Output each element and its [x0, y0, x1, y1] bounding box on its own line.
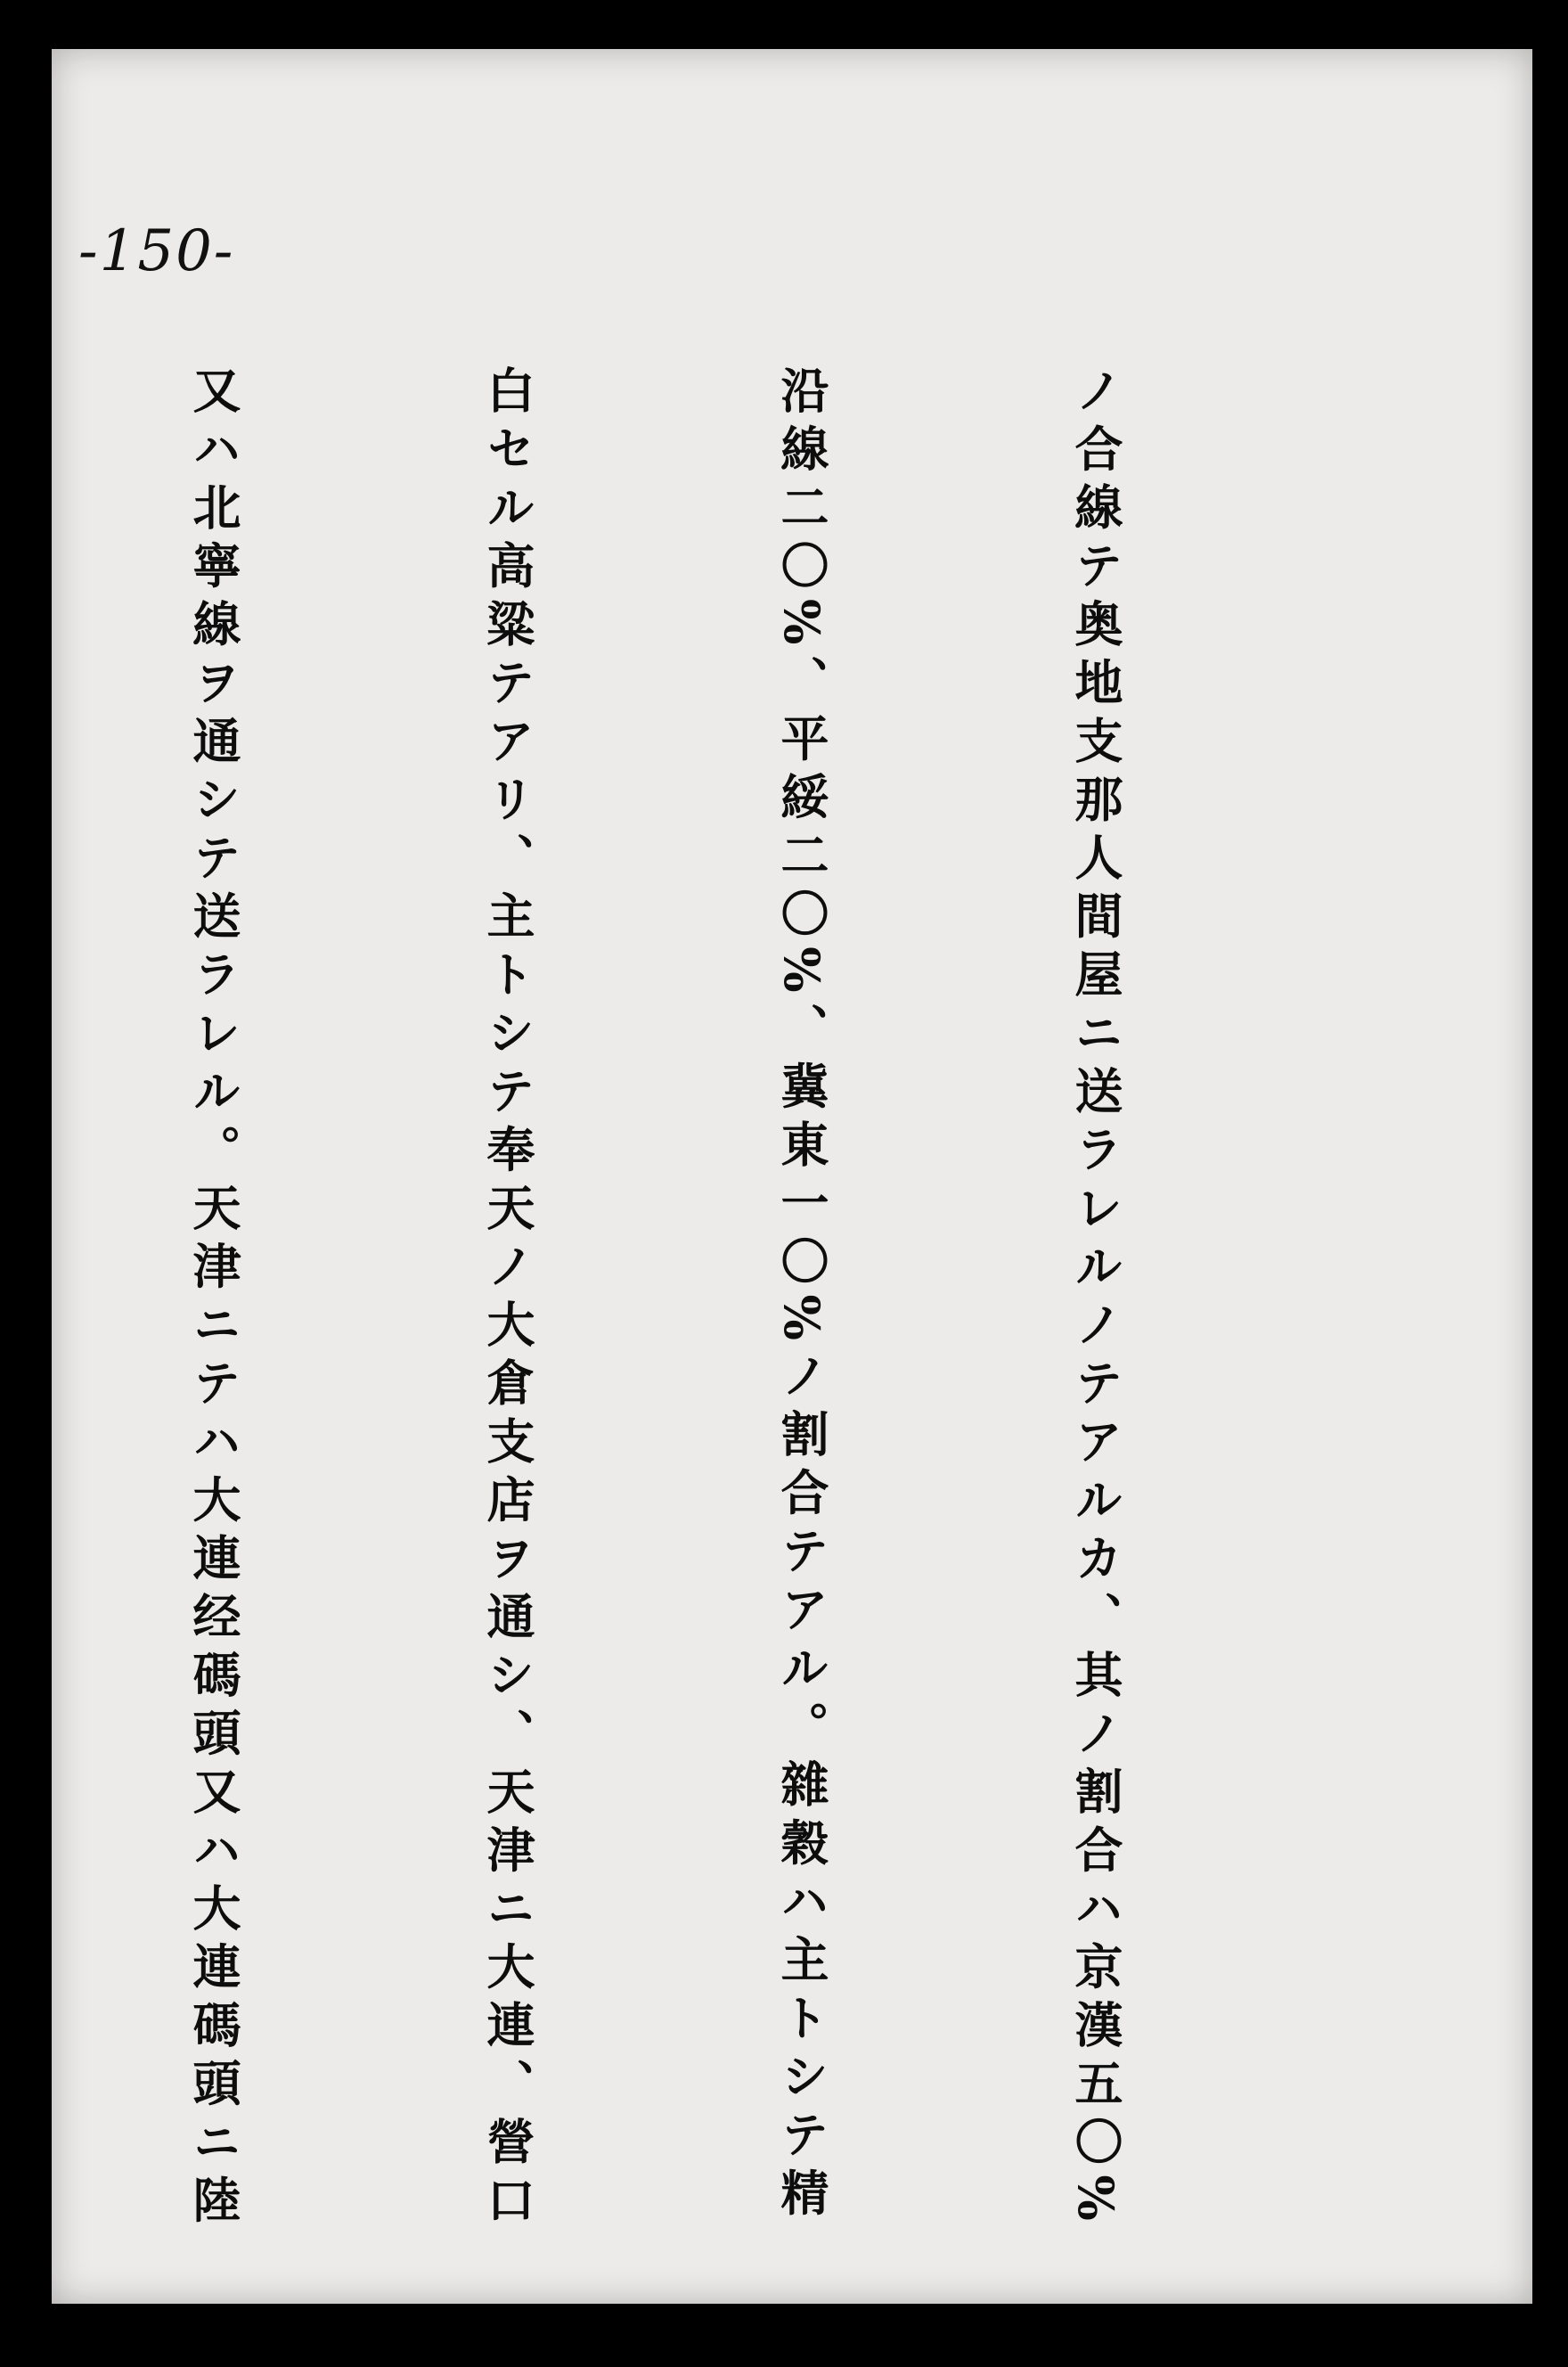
page-number: -150-	[78, 218, 235, 284]
text-column: 白セル高粱テアリ、主トシテ奉天ノ大倉支店ヲ通シ、天津ニ大連、營口	[479, 365, 536, 2233]
vertical-body-text	[0, 365, 1341, 2233]
text-column: ノ合線テ奥地支那人間屋ニ送ラレルノテアルカ、其ノ割合ハ京漢五〇%	[1067, 365, 1124, 2232]
document-page	[52, 49, 1532, 2304]
text-column: 又ハ北寧線ヲ通シテ送ラレル。天津ニテハ大連经碼頭又ハ大連碼頭ニ陸	[185, 365, 242, 2233]
text-column: 沿線二〇%、平綏二〇%、冀東一〇%ノ割合テアル。雜穀ハ主トシテ精	[773, 365, 830, 2226]
